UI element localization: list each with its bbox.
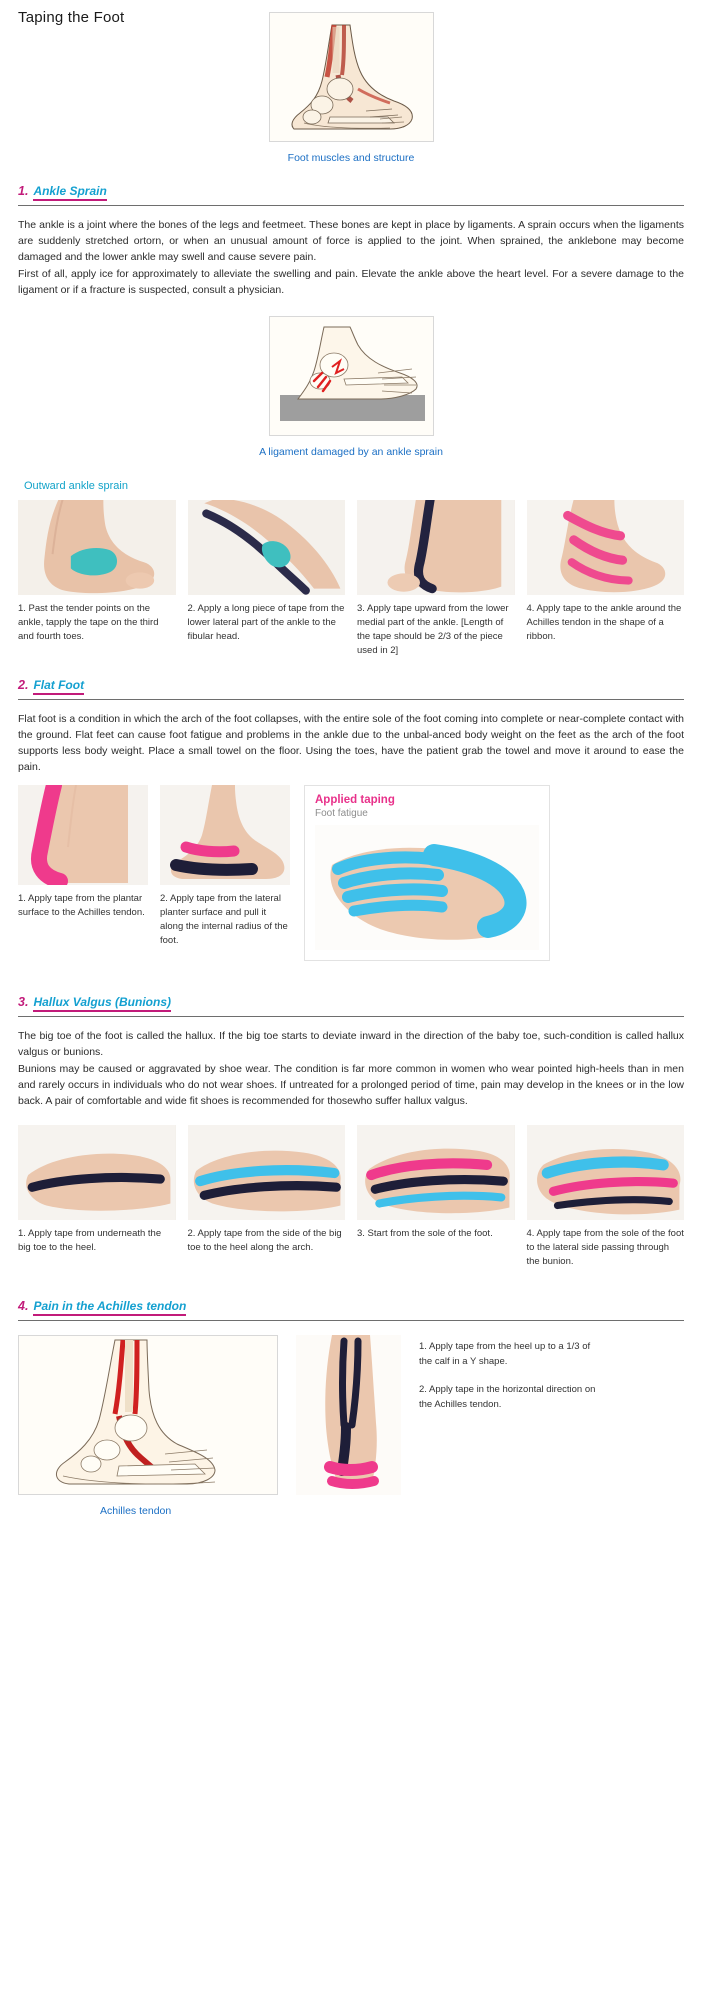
- ligament-figure: [18, 316, 684, 458]
- section-header-ankle-sprain: [18, 184, 684, 206]
- section-2-content: [18, 785, 684, 961]
- step-item: [160, 785, 290, 948]
- step-photo: [18, 1125, 176, 1220]
- foot-anatomy-image: [269, 12, 434, 142]
- step-caption: 1. Apply tape from underneath the big toe to the heel.: [18, 1228, 162, 1253]
- step-photo: [18, 785, 148, 885]
- section-2-steps: [18, 785, 290, 948]
- foot-anatomy-icon: [270, 13, 434, 142]
- section-header-achilles: [18, 1299, 684, 1321]
- step-photo: [18, 500, 176, 595]
- foot-taping-photo-icon: [18, 1125, 176, 1220]
- section-title: Pain in the Achilles tendon: [33, 1299, 186, 1316]
- section-1-steps: [18, 500, 684, 658]
- section-number: 4.: [18, 1299, 29, 1313]
- achilles-tendon-image: [18, 1335, 278, 1495]
- step-caption: 4. Apply tape from the sole of the foot to the lateral side passing through the bunion.: [526, 1228, 684, 1267]
- section-header-flat-foot: [18, 678, 684, 700]
- ligament-caption: A ligament damaged by an ankle sprain: [259, 446, 443, 458]
- step-item: [18, 1125, 176, 1269]
- section-2-body: [18, 711, 684, 775]
- section-number: 2.: [18, 678, 29, 692]
- section-3-steps: [18, 1125, 684, 1269]
- section-header-hallux-valgus: [18, 995, 684, 1017]
- foot-taping-photo-icon: [18, 785, 148, 885]
- step-caption: 3. Apply tape upward from the lower medial part of the ankle. [Length of the tape should be 2/3 of the piece used in 2]: [357, 603, 509, 656]
- step-photo: [357, 500, 515, 595]
- paragraph: Bunions may be caused or aggravated by shoe wear. The condition is far more common in women who wear pointed high-heels than in men and rarely occurs in individuals who do not wear shoes. If untreated for a prolonged period of time, pain may develop in the knees or in the low back. A pair of comfortable and wide fit shoes is recommended for thosewho suffer hallux valgus.: [18, 1063, 684, 1107]
- section-title: Flat Foot: [33, 678, 84, 695]
- hero-figure: [18, 12, 684, 164]
- paragraph: Flat foot is a condition in which the arch of the foot collapses, with the entire sole of the foot coming into complete or near-complete contact with the ground. Flat feet can cause foot fatigue and problems in the ankle due to the unbal-anced body weight on the feet as the arch of the foot supports less body weight. Place a small towel on the floor. Using the toes, have the patient grab the towel and move it around to ease the pain.: [18, 713, 684, 773]
- section-divider: [18, 205, 684, 206]
- achilles-figure: [18, 1335, 278, 1517]
- step-caption: 4. Apply tape to the ankle around the Achilles tendon in the shape of a ribbon.: [526, 603, 682, 642]
- step-photo: [527, 1125, 685, 1220]
- foot-taping-photo-icon: [357, 500, 515, 595]
- step-caption: 2. Apply tape from the lateral planter surface and pull it along the internal radius of the foot.: [160, 893, 288, 946]
- step-photo: [160, 785, 290, 885]
- step-caption: 1. Apply tape from the heel up to a 1/3 of the calf in a Y shape.: [419, 1341, 591, 1367]
- foot-taping-photo-icon: [527, 1125, 685, 1220]
- foot-taping-photo-icon: [296, 1335, 401, 1495]
- step-item: [357, 500, 515, 658]
- section-number: 1.: [18, 184, 29, 198]
- section-title: Ankle Sprain: [33, 184, 106, 201]
- outward-ankle-sprain-label: Outward ankle sprain: [24, 480, 128, 492]
- step-caption: 1. Past the tender points on the ankle, tapply the tape on the third and fourth toes.: [18, 603, 159, 642]
- step-caption: 1. Apply tape from the plantar surface to the Achilles tendon.: [18, 893, 145, 918]
- section-divider: [18, 1016, 684, 1017]
- section-divider: [18, 1320, 684, 1321]
- ligament-injury-image: [269, 316, 434, 436]
- paragraph: The big toe of the foot is called the hallux. If the big toe starts to deviate inward in the direction of the baby toe, such-condition is called hallux valgus or bunions.: [18, 1030, 684, 1058]
- step-item: [357, 1125, 515, 1269]
- foot-taping-photo-icon: [315, 825, 539, 950]
- step-caption: 3. Start from the sole of the foot.: [357, 1228, 493, 1239]
- paragraph: The ankle is a joint where the bones of the legs and feetmeet. These bones are kept in place by ligaments. A sprain occurs when the ligaments are suddenly stretched ortorn, or when an unusual amount of force is applied to the joint. When sprained, the anklebone may become damaged and the lower ankle may swell and cause severe pain.: [18, 219, 684, 263]
- step-caption: 2. Apply tape in the horizontal direction on the Achilles tendon.: [419, 1384, 596, 1410]
- step-item: [18, 785, 148, 948]
- achilles-caption: Achilles tendon: [100, 1505, 172, 1517]
- step-caption: 2. Apply tape from the side of the big toe to the heel along the arch.: [187, 1228, 342, 1253]
- foot-taping-photo-icon: [18, 500, 176, 595]
- achilles-tendon-icon: [19, 1336, 277, 1494]
- applied-taping-photo: [315, 825, 539, 950]
- applied-taping-title: Applied taping: [315, 794, 395, 806]
- section-divider: [18, 699, 684, 700]
- applied-taping-box: [304, 785, 550, 961]
- foot-taping-photo-icon: [188, 1125, 346, 1220]
- section-title: Hallux Valgus (Bunions): [33, 995, 171, 1012]
- foot-taping-photo-icon: [527, 500, 685, 595]
- paragraph: First of all, apply ice for approximately to alleviate the swelling and pain. Elevate the ankle above the heart level. For a severe damage to the ligament or if a fracture is suspected, consult a physician.: [18, 268, 684, 296]
- ligament-injury-icon: [270, 317, 434, 436]
- foot-taping-photo-icon: [160, 785, 290, 885]
- foot-taping-photo-icon: [188, 500, 346, 595]
- foot-taping-photo-icon: [357, 1125, 515, 1220]
- achilles-step-photo: [296, 1335, 401, 1495]
- step-item: [527, 500, 685, 658]
- step-photo: [188, 1125, 346, 1220]
- section-1-body: [18, 217, 684, 298]
- step-photo: [357, 1125, 515, 1220]
- step-item: [18, 500, 176, 658]
- applied-taping-subtitle: Foot fatigue: [315, 808, 368, 819]
- step-item: [188, 1125, 346, 1269]
- step-caption: 2. Apply a long piece of tape from the lower lateral part of the ankle to the fibular head.: [187, 603, 345, 642]
- hero-caption: Foot muscles and structure: [287, 152, 415, 164]
- step-item: [188, 500, 346, 658]
- document-page: [0, 9, 702, 2009]
- page-title: Taping the Foot: [18, 9, 125, 26]
- section-3-body: [18, 1028, 684, 1109]
- section-4-steps: [419, 1335, 604, 1412]
- section-4-content: [18, 1335, 684, 1517]
- step-photo: [527, 500, 685, 595]
- step-photo: [188, 500, 346, 595]
- section-number: 3.: [18, 995, 29, 1009]
- step-item: [527, 1125, 685, 1269]
